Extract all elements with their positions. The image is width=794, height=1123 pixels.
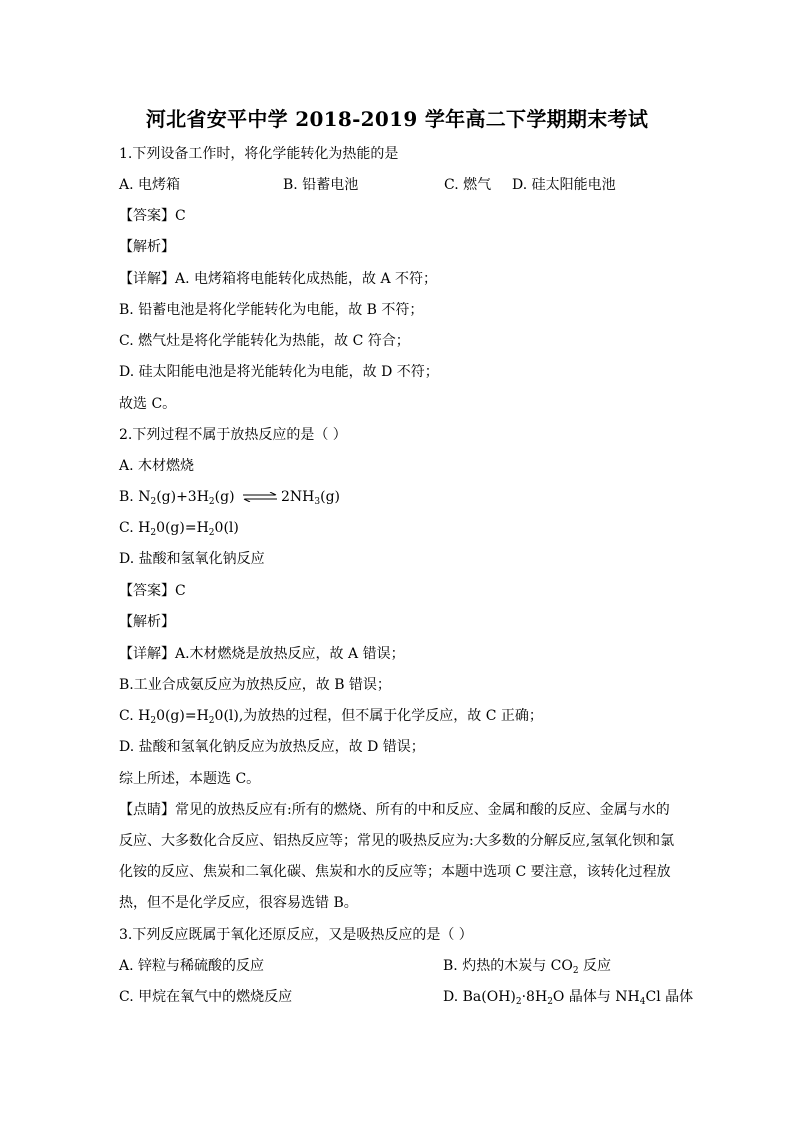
q1-option-a: A. 电烤箱 — [119, 177, 181, 193]
q2-detail-line: 【详解】A.木材燃烧是放热反应，故 A 错误； — [119, 646, 405, 662]
q1-stem: 1.下列设备工作时，将化学能转化为热能的是 — [119, 146, 399, 162]
q1-detail-line: 【详解】A. 电烤箱将电能转化成热能，故 A 不符； — [119, 271, 438, 287]
q2-analysis-label: 【解析】 — [119, 614, 175, 630]
q2-tip-line: 【点睛】常见的放热反应有:所有的燃烧、所有的中和反应、金属和酸的反应、金属与水的 — [119, 802, 670, 818]
q2-option-d: D. 盐酸和氢氧化钠反应 — [119, 551, 265, 567]
q2-tip-line: 热，但不是化学反应，很容易选错 B。 — [119, 895, 358, 911]
q2-detail-line: C. $H_20(g)=H_20(l)$,为放热的过程，但不属于化学反应，故 C 正确； — [119, 708, 543, 726]
q1-conclusion: 故选 C。 — [119, 396, 177, 412]
q2-stem: 2.下列过程不属于放热反应的是（ ） — [119, 427, 347, 443]
q3-option-b: B. 灼热的木炭与 $CO_2$ 反应 — [443, 958, 612, 976]
q2-option-a: A. 木材燃烧 — [119, 458, 195, 474]
q1-analysis-label: 【解析】 — [119, 239, 175, 255]
q2-tip-line: 反应、大多数化合反应、铝热反应等；常见的吸热反应为:大多数的分解反应,氢氧化钡和氯 — [119, 833, 675, 849]
q2-conclusion: 综上所述，本题选 C。 — [119, 771, 261, 787]
q2-option-c: C. $H_20(g)=H_20(l)$ — [119, 520, 239, 538]
q1-option-b: B. 铅蓄电池 — [283, 177, 359, 193]
document-title: 河北省安平中学 2018-2019 学年高二下学期期末考试 — [145, 107, 649, 131]
q1-detail-line: D. 硅太阳能电池是将光能转化为电能，故 D 不符； — [119, 364, 439, 380]
q1-detail-line: C. 燃气灶是将化学能转化为热能，故 C 符合； — [119, 333, 410, 349]
q1-option-d: D. 硅太阳能电池 — [512, 177, 616, 193]
q3-option-d: D. $Ba(OH)_2\cdot 8H_2O$ 晶体与 $NH_4Cl$ 晶体 — [443, 989, 694, 1007]
q3-option-c: C. 甲烷在氧气中的燃烧反应 — [119, 989, 293, 1005]
q3-option-a: A. 锌粒与稀硫酸的反应 — [119, 958, 265, 974]
q2-answer: 【答案】C — [119, 583, 186, 599]
q2-detail-line: B.工业合成氨反应为放热反应，故 B 错误； — [119, 677, 391, 693]
equilibrium-arrow-icon — [242, 492, 278, 502]
q1-option-c: C. 燃气 — [444, 177, 492, 193]
q2-detail-line: D. 盐酸和氢氧化钠反应为放热反应，故 D 错误； — [119, 739, 425, 755]
q1-answer: 【答案】C — [119, 208, 186, 224]
q3-stem: 3.下列反应既属于氧化还原反应，又是吸热反应的是（ ） — [119, 927, 473, 943]
q2-tip-line: 化铵的反应、焦炭和二氧化碳、焦炭和水的反应等；本题中选项 C 要注意，该转化过程放 — [119, 864, 671, 880]
q1-detail-line: B. 铅蓄电池是将化学能转化为电能，故 B 不符； — [119, 302, 424, 318]
q2-option-b: B. $N_2(g)+3H_2(g)$ $2NH_3(g)$ — [119, 489, 340, 507]
